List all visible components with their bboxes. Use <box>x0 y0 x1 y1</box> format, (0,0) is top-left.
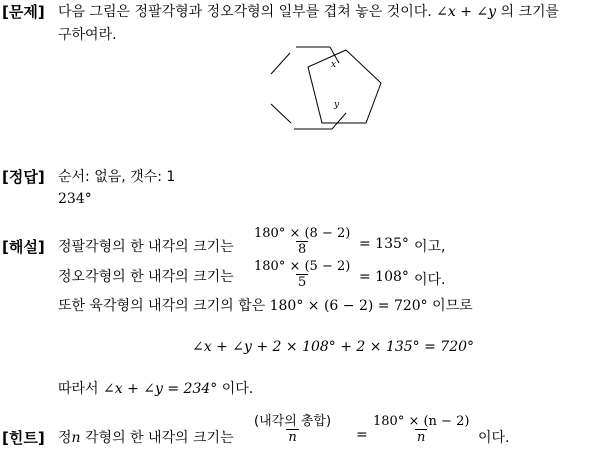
solution-row1-numerator: 180° × (8 − 2) <box>254 226 351 241</box>
problem-text-line2: 구하여라. <box>58 27 117 43</box>
solution-conclusion <box>58 378 253 398</box>
solution-row1-fraction <box>252 226 352 257</box>
hint-lead-suffix: 각형의 한 내각의 크기는 <box>85 430 234 446</box>
octagon-edge-left-lower <box>271 104 291 123</box>
hint-label: [힌트] <box>2 429 45 447</box>
solution-row3-tail: 이므로 <box>432 298 473 314</box>
hint-lead <box>58 427 234 447</box>
problem-text-line1 <box>58 1 559 21</box>
hint-fraction1 <box>252 414 333 445</box>
solution-row1-tail: 이고, <box>414 239 446 255</box>
problem-math: ∠x + ∠y <box>436 4 497 20</box>
hint-fraction2-denominator: n <box>417 430 426 445</box>
solution-equation: ∠x + ∠y + 2 × 108° + 2 × 135° = 720° <box>192 339 475 355</box>
solution-conclusion-math: ∠x + ∠y = 234° <box>103 381 218 397</box>
hint-fraction1-denominator: n <box>288 430 297 445</box>
solution-row1-denominator: 8 <box>298 242 307 257</box>
polygon-figure <box>262 43 388 133</box>
hint-fraction2-numerator: 180° × (n − 2) <box>373 414 470 429</box>
problem-label: [문제] <box>2 3 45 21</box>
solution-row3 <box>58 295 473 315</box>
hint-n: n <box>71 430 81 446</box>
angle-x-label: x <box>331 60 337 70</box>
solution-row2-lead: 정오각형의 한 내각의 크기는 <box>58 269 234 285</box>
solution-row2-tail: 이다. <box>414 272 446 288</box>
solution-row2-fraction <box>252 259 352 290</box>
hint-fraction2 <box>371 414 471 445</box>
problem-tail: 의 크기를 <box>500 4 560 20</box>
solution-row2-numerator: 180° × (5 − 2) <box>254 259 351 274</box>
solution-label: [해설] <box>2 238 45 256</box>
solution-conclusion-lead: 따라서 <box>58 381 99 397</box>
hint-equals: = <box>356 427 368 443</box>
solution-row1-result: = 135° <box>359 236 409 252</box>
solution-row1-lead: 정팔각형의 한 내각의 크기는 <box>58 239 234 255</box>
solution-row3-math: 180° × (6 − 2) = 720° <box>269 298 428 314</box>
solution-conclusion-tail: 이다. <box>221 381 254 397</box>
solution-row2-denominator: 5 <box>298 275 307 290</box>
pentagon <box>308 50 381 123</box>
answer-label: [정답] <box>2 168 45 186</box>
hint-tail: 이다. <box>478 430 510 446</box>
answer-line1: 순서: 없음, 갯수: 1 <box>58 169 176 185</box>
angle-y-label: y <box>334 100 340 110</box>
hint-lead-prefix: 정 <box>58 430 72 446</box>
hint-fraction1-numerator: (내각의 총합) <box>254 414 332 429</box>
problem-text: 다음 그림은 정팔각형과 정오각형의 일부를 겹쳐 놓은 것이다. <box>58 4 432 20</box>
octagon-edge-left-upper <box>271 53 290 74</box>
answer-value: 234° <box>58 191 92 207</box>
solution-row3-lead: 또한 육각형의 내각의 크기의 합은 <box>58 298 266 314</box>
connector-bottom <box>332 113 346 129</box>
solution-row2-result: = 108° <box>359 269 409 285</box>
